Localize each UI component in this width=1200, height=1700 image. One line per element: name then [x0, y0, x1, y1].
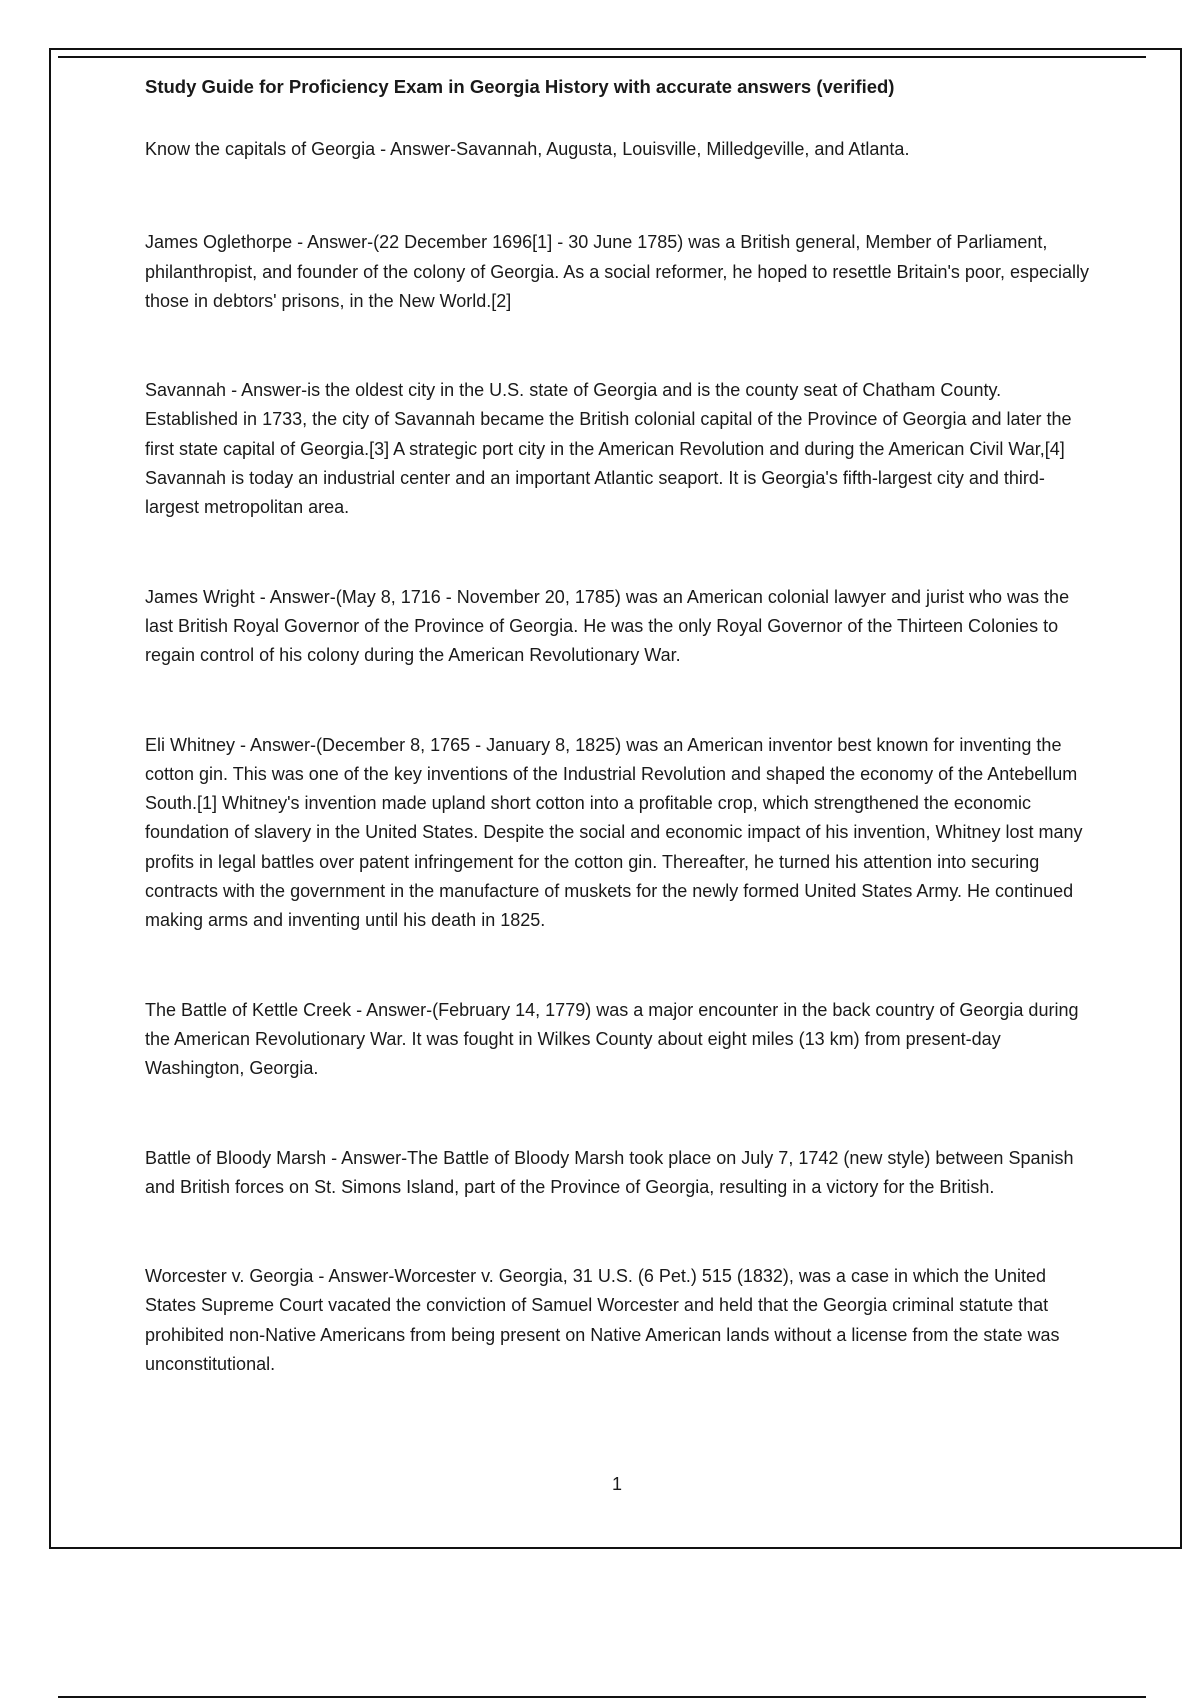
entry-savannah: Savannah - Answer-is the oldest city in the U.S. state of Georgia and is the county seat of Chatham County. Established in 1733, the city of Savannah became the British colonial capital of the Province of Georgia and later the first state capital of Georgia.[3] A strategic port city in the American Revolution and during the American Civil War,[4] Savannah is today an industrial center and an important Atlantic seaport. It is Georgia's fifth-largest city and third-largest metropolitan area.: [145, 380, 1072, 518]
entry-eli-whitney: Eli Whitney - Answer-(December 8, 1765 - January 8, 1825) was an American inventor best known for inventing the cotton gin. This was one of the key inventions of the Industrial Revolution and shaped the economy of the Antebellum South.[1] Whitney's invention made upland short cotton into a profitable crop, which strengthened the economic foundation of slavery in the United States. Despite the social and economic impact of his invention, Whitney lost many profits in legal battles over patent infringement for the cotton gin. Thereafter, he turned his attention into securing contracts with the government in the manufacture of muskets for the newly formed United States Army. He continued making arms and inventing until his death in 1825.: [145, 734, 1083, 931]
entry-james-oglethorpe: James Oglethorpe - Answer-(22 December 1696[1] - 30 June 1785) was a British general, Member of Parliament, philanthropist, and founder of the colony of Georgia. As a social reformer, he hoped to resettle Britain's poor, especially those in debtors' prisons, in the New World.[2]: [145, 232, 1089, 311]
entry-worcester-v-georgia: Worcester v. Georgia - Answer-Worcester v. Georgia, 31 U.S. (6 Pet.) 515 (1832), was a case in which the United States Supreme Court vacated the conviction of Samuel Worcester and held that the Georgia criminal statute that prohibited non-Native Americans from being present on Native American lands without a license from the state was unconstitutional.: [145, 1266, 1060, 1375]
entry-capitals: Know the capitals of Georgia - Answer-Savannah, Augusta, Louisville, Milledgeville, and Atlanta.: [145, 139, 910, 159]
bottom-rule: [58, 1696, 1146, 1698]
entry-james-wright: James Wright - Answer-(May 8, 1716 - November 20, 1785) was an American colonial lawyer and jurist who was the last British Royal Governor of the Province of Georgia. He was the only Royal Governor of the Thirteen Colonies to regain control of his colony during the American Revolutionary War.: [145, 586, 1070, 666]
top-rule: [58, 56, 1146, 58]
entry-battle-of-kettle-creek: The Battle of Kettle Creek - Answer-(February 14, 1779) was a major encounter in the back country of Georgia during the American Revolutionary War. It was fought in Wilkes County about eight miles (13 km) from present-day Washington, Georgia.: [145, 999, 1079, 1079]
entry-battle-of-bloody-marsh: Battle of Bloody Marsh - Answer-The Battle of Bloody Marsh took place on July 7, 1742 (new style) between Spanish and British forces on St. Simons Island, part of the Province of Georgia, resulting in a victory for the British.: [145, 1147, 1074, 1197]
page-number: 1: [611, 1474, 622, 1494]
document-title: Study Guide for Proficiency Exam in Georgia History with accurate answers (verified): [145, 76, 895, 97]
document-body: [145, 72, 1090, 1379]
